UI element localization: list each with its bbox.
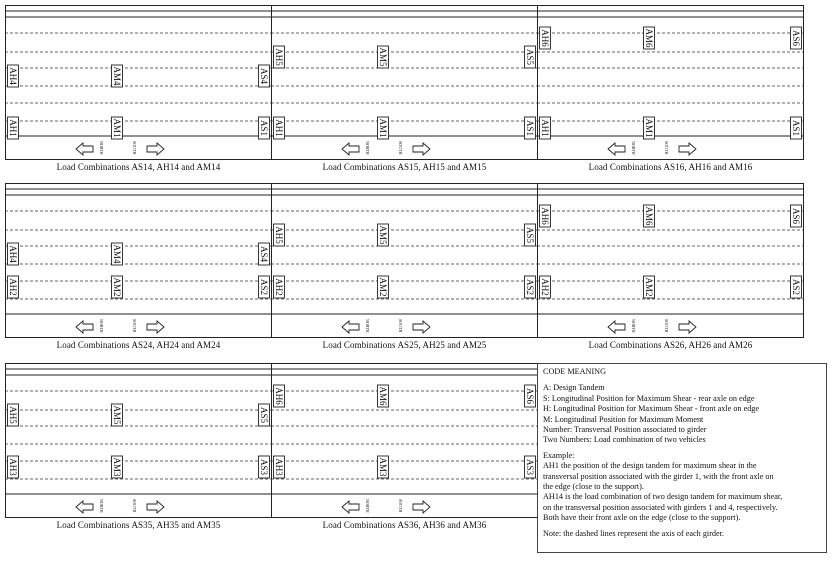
north-arrow-icon (608, 321, 625, 333)
bridge-deck-diagram (537, 183, 804, 339)
tandem-label-text: AH5 (274, 226, 284, 244)
panel-caption: Load Combinations AS16, AH16 and AM16 (588, 162, 753, 172)
south-arrow-icon (147, 501, 164, 513)
tandem-label-text: AH2 (540, 278, 550, 296)
tandem-label-text: AH1 (8, 119, 18, 137)
north-label: NORTH (99, 141, 104, 155)
panel-caption: Load Combinations AS26, AH26 and AM26 (588, 340, 753, 350)
tandem-label-text: AS3 (259, 458, 269, 476)
legend-title: CODE MEANING (543, 367, 606, 376)
tandem-position-label (378, 117, 389, 139)
bridge-deck-diagram (271, 5, 538, 161)
tandem-label-text: AS4 (259, 245, 269, 263)
tandem-label-text: AS2 (259, 278, 269, 296)
north-label: NORTH (631, 141, 636, 155)
bridge-deck-diagram (271, 183, 538, 339)
tandem-position-label (644, 205, 655, 227)
tandem-position-label (259, 243, 270, 265)
bridge-deck-diagram (5, 363, 272, 519)
tandem-position-label (259, 65, 270, 87)
south-label: SOUTH (398, 499, 403, 513)
legend-line: AH14 is the load combination of two design tandem for maximum shear, (543, 492, 783, 502)
south-label: SOUTH (132, 319, 137, 333)
tandem-position-label (112, 117, 123, 139)
tandem-label-text: AS5 (525, 226, 535, 244)
south-label: SOUTH (132, 499, 137, 513)
tandem-position-label (644, 276, 655, 298)
legend-line: M: Longitudinal Position for Maximum Moment (543, 414, 704, 424)
tandem-label-text: AS5 (259, 406, 269, 424)
tandem-label-text: AM6 (644, 206, 654, 226)
tandem-label-text: AS5 (525, 48, 535, 66)
direction-arrows (76, 319, 164, 333)
legend-line: on the transversal position associated with girders 1 and 4, respectively. (543, 502, 778, 512)
load-combination-panel (271, 5, 538, 175)
north-arrow-icon (342, 501, 359, 513)
tandem-label-text: AH6 (540, 29, 550, 47)
tandem-label-text: AH3 (274, 458, 284, 476)
tandem-label-text: AS2 (791, 278, 801, 296)
tandem-position-label (112, 404, 123, 426)
tandem-label-text: AH1 (274, 119, 284, 137)
tandem-label-text: AH5 (274, 48, 284, 66)
direction-arrows (76, 499, 164, 513)
north-arrow-icon (76, 143, 93, 155)
load-combination-panel (5, 363, 272, 533)
tandem-position-label (525, 46, 536, 68)
tandem-label-text: AS1 (791, 119, 801, 137)
north-label: NORTH (365, 141, 370, 155)
tandem-position-label (8, 243, 19, 265)
tandem-position-label (378, 46, 389, 68)
tandem-label-text: AM3 (378, 457, 388, 477)
south-arrow-icon (147, 321, 164, 333)
tandem-position-label (274, 385, 285, 407)
panel-caption: Load Combinations AS15, AH15 and AM15 (322, 162, 487, 172)
north-label: NORTH (99, 499, 104, 513)
tandem-position-label (644, 117, 655, 139)
panel-caption: Load Combinations AS35, AH35 and AM35 (56, 520, 221, 530)
tandem-label-text: AM4 (112, 244, 122, 264)
bridge-deck-diagram (5, 5, 272, 161)
legend-line: AH1 the position of the design tandem for maximum shear in the (543, 461, 757, 471)
tandem-position-label (274, 224, 285, 246)
legend-line: H: Longitudinal Position for Maximum Shear - front axle on edge (543, 404, 760, 414)
tandem-position-label (274, 117, 285, 139)
tandem-position-label (378, 224, 389, 246)
tandem-label-text: AH3 (8, 458, 18, 476)
direction-arrows (76, 141, 164, 155)
south-arrow-icon (413, 143, 430, 155)
tandem-label-text: AH6 (540, 207, 550, 225)
panel-caption: Load Combinations AS25, AH25 and AM25 (322, 340, 487, 350)
panel-caption: Load Combinations AS24, AH24 and AM24 (56, 340, 221, 350)
legend-line: the edge (close to the support). (543, 482, 644, 492)
legend-line: transversal position associated with the girder 1, with the front axle on (543, 471, 774, 481)
tandem-label-text: AM5 (378, 225, 388, 245)
legend-meaning-block (543, 383, 821, 445)
tandem-label-text: AH1 (540, 119, 550, 137)
tandem-position-label (112, 243, 123, 265)
tandem-position-label (274, 46, 285, 68)
tandem-position-label (274, 276, 285, 298)
tandem-label-text: AS1 (259, 119, 269, 137)
tandem-position-label (112, 65, 123, 87)
direction-arrows (608, 319, 696, 333)
tandem-position-label (378, 276, 389, 298)
load-combination-panel (537, 183, 804, 353)
tandem-position-label (378, 456, 389, 478)
tandem-label-text: AM1 (378, 118, 388, 138)
direction-arrows (342, 499, 430, 513)
south-arrow-icon (413, 501, 430, 513)
tandem-position-label (8, 456, 19, 478)
tandem-position-label (8, 117, 19, 139)
tandem-position-label (112, 276, 123, 298)
tandem-label-text: AM1 (112, 118, 122, 138)
legend-note: Note: the dashed lines represent the axis of each girder. (543, 528, 724, 538)
tandem-position-label (644, 27, 655, 49)
legend-line: Both have their front axle on the edge (close to the support). (543, 513, 741, 523)
load-combination-panel (271, 183, 538, 353)
north-arrow-icon (76, 321, 93, 333)
bridge-deck-diagram (5, 183, 272, 339)
tandem-position-label (791, 27, 802, 49)
tandem-position-label (791, 117, 802, 139)
tandem-position-label (525, 224, 536, 246)
tandem-label-text: AM2 (112, 277, 122, 297)
legend-example-block (543, 451, 821, 524)
tandem-label-text: AM6 (644, 28, 654, 48)
direction-arrows (342, 319, 430, 333)
tandem-label-text: AS6 (791, 207, 801, 225)
tandem-position-label (791, 276, 802, 298)
direction-arrows (608, 141, 696, 155)
tandem-label-text: AS6 (791, 29, 801, 47)
tandem-position-label (259, 117, 270, 139)
tandem-label-text: AH6 (274, 387, 284, 405)
tandem-position-label (274, 456, 285, 478)
tandem-label-text: AM2 (644, 277, 654, 297)
tandem-position-label (540, 117, 551, 139)
tandem-label-text: AM2 (378, 277, 388, 297)
tandem-label-text: AS4 (259, 67, 269, 85)
legend-line: Example: (543, 450, 575, 460)
tandem-label-text: AS2 (525, 278, 535, 296)
tandem-label-text: AH2 (8, 278, 18, 296)
tandem-position-label (259, 456, 270, 478)
tandem-label-text: AM5 (112, 405, 122, 425)
south-arrow-icon (413, 321, 430, 333)
legend-line: Number: Transversal Position associated to girder (543, 425, 707, 435)
direction-arrows (342, 141, 430, 155)
tandem-position-label (525, 385, 536, 407)
south-label: SOUTH (398, 141, 403, 155)
legend-line: S: Longitudinal Position for Maximum Shear - rear axle on edge (543, 393, 755, 403)
tandem-label-text: AM4 (112, 66, 122, 86)
south-label: SOUTH (132, 141, 137, 155)
north-arrow-icon (342, 143, 359, 155)
tandem-label-text: AS1 (525, 119, 535, 137)
tandem-label-text: AH5 (8, 406, 18, 424)
tandem-position-label (259, 404, 270, 426)
tandem-position-label (525, 117, 536, 139)
bridge-deck-diagram (537, 5, 804, 161)
tandem-label-text: AM1 (644, 118, 654, 138)
load-combination-panel (5, 5, 272, 175)
legend-line: A: Design Tandem (543, 383, 605, 393)
south-label: SOUTH (664, 319, 669, 333)
north-arrow-icon (342, 321, 359, 333)
north-label: NORTH (99, 319, 104, 333)
tandem-label-text: AM5 (378, 47, 388, 67)
north-label: NORTH (365, 499, 370, 513)
south-label: SOUTH (398, 319, 403, 333)
tandem-position-label (8, 276, 19, 298)
north-arrow-icon (608, 143, 625, 155)
panel-caption: Load Combinations AS14, AH14 and AM14 (56, 162, 221, 172)
bridge-deck-diagram (271, 363, 538, 519)
code-meaning-legend (537, 363, 827, 553)
tandem-position-label (525, 456, 536, 478)
tandem-label-text: AS6 (525, 387, 535, 405)
south-arrow-icon (679, 143, 696, 155)
tandem-position-label (540, 276, 551, 298)
legend-line: Two Numbers: Load combination of two vehicles (543, 435, 706, 445)
tandem-label-text: AH4 (8, 245, 18, 263)
tandem-position-label (791, 205, 802, 227)
load-combination-panel (271, 363, 538, 533)
tandem-label-text: AS3 (525, 458, 535, 476)
tandem-position-label (540, 205, 551, 227)
tandem-position-label (525, 276, 536, 298)
north-arrow-icon (76, 501, 93, 513)
north-label: NORTH (365, 319, 370, 333)
tandem-position-label (112, 456, 123, 478)
panel-caption: Load Combinations AS36, AH36 and AM36 (322, 520, 487, 530)
tandem-position-label (8, 404, 19, 426)
tandem-label-text: AM6 (378, 386, 388, 406)
south-arrow-icon (679, 321, 696, 333)
north-label: NORTH (631, 319, 636, 333)
south-arrow-icon (147, 143, 164, 155)
load-combination-panel (5, 183, 272, 353)
tandem-label-text: AH2 (274, 278, 284, 296)
tandem-label-text: AH4 (8, 67, 18, 85)
load-combination-panel (537, 5, 804, 175)
tandem-position-label (540, 27, 551, 49)
tandem-position-label (378, 385, 389, 407)
south-label: SOUTH (664, 141, 669, 155)
tandem-position-label (259, 276, 270, 298)
tandem-position-label (8, 65, 19, 87)
tandem-label-text: AM3 (112, 457, 122, 477)
